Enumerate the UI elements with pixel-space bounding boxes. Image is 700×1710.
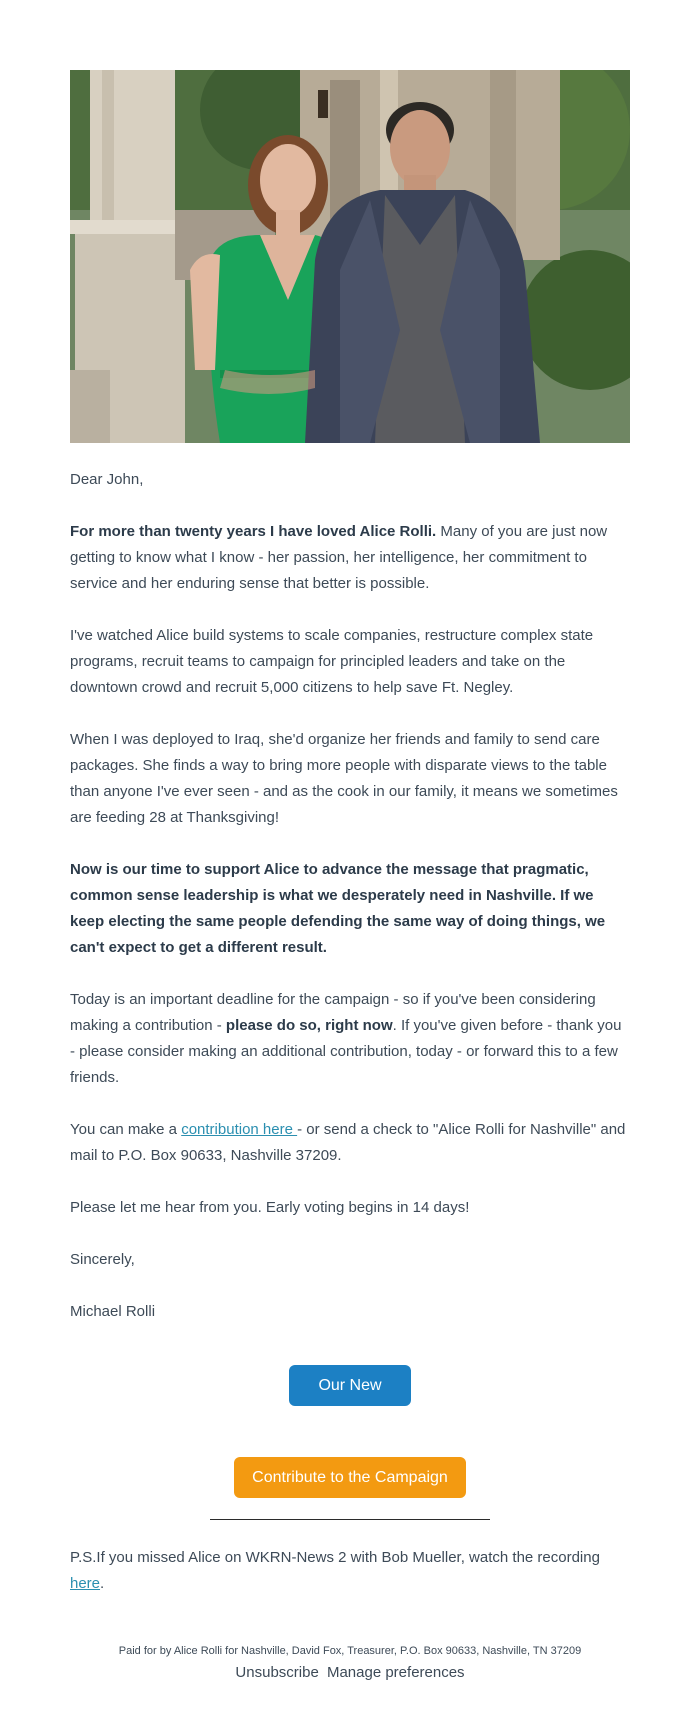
letter-body	[70, 467, 630, 1325]
postscript-end: .	[100, 1575, 105, 1592]
divider	[210, 1519, 490, 1520]
paragraph-early-voting: Please let me hear from you. Early voting begins in 14 days!	[70, 1199, 470, 1216]
paragraph-deadline-text-a: Today is an important deadline for the campaign - so if you've been considering making a contribution -	[70, 991, 596, 1034]
postscript-text: P.S.If you missed Alice on WKRN-News 2 with Bob Mueller, watch the recording	[70, 1549, 600, 1566]
paragraph-support	[70, 857, 630, 961]
paragraph-contribution-text-b: - or send a check to "Alice Rolli for Nashville" and mail to P.O. Box 90633, Nashville 37209.	[70, 1121, 626, 1164]
manage-preferences-link[interactable]: Manage preferences	[326, 1664, 465, 1681]
postscript	[70, 1545, 630, 1597]
paragraph-deadline-bold: please do so, right now	[225, 1017, 393, 1034]
footer	[70, 1643, 630, 1681]
paragraph-love-bold: For more than twenty years I have loved Alice Rolli.	[70, 523, 437, 540]
paragraph-deadline-text-b: . If you've given before - thank you - please consider making an additional contribution, today - or forward this to a few friends.	[70, 1017, 622, 1086]
paragraph-love-text: Many of you are just now getting to know what I know - her passion, her intelligence, her commitment to service and her enduring sense that better is possible.	[70, 523, 608, 592]
footer-links	[70, 1664, 630, 1681]
paid-for-disclaimer: Paid for by Alice Rolli for Nashville, David Fox, Treasurer, P.O. Box 90633, Nashville, TN 37209	[118, 1645, 582, 1657]
paragraph-contribution	[70, 1117, 630, 1169]
photo-couple-image	[70, 70, 630, 443]
cta-buttons	[70, 1365, 630, 1498]
our-new-ad-button[interactable]: Our New Ad	[289, 1365, 411, 1406]
paragraph-love	[70, 519, 630, 597]
paragraph-support-bold: Now is our time to support Alice to advance the message that pragmatic, common sense leadership is what we desperately need in Nashville. If we keep electing the same people defending the same way of doing things, we can't expect to get a different result.	[70, 861, 606, 956]
signoff: Sincerely,	[70, 1251, 135, 1268]
paragraph-iraq: When I was deployed to Iraq, she'd organize her friends and family to send care packages. She finds a way to bring more people with disparate views to the table than anyone I've ever seen - and as the cook in our family, it means we sometimes are feeding 28 at Thanksgiving!	[70, 731, 618, 826]
unsubscribe-link[interactable]: Unsubscribe	[235, 1664, 319, 1681]
paragraph-deadline	[70, 987, 630, 1091]
contribute-button[interactable]: Contribute to the Campaign	[234, 1457, 466, 1498]
hero-photo	[70, 70, 630, 443]
greeting: Dear John,	[70, 471, 144, 488]
recording-here-link[interactable]: here	[70, 1575, 101, 1592]
paragraph-systems: I've watched Alice build systems to scale companies, restructure complex state programs, recruit teams to campaign for principled leaders and take on the downtown crowd and recruit 5,000 citizens to help save Ft. Negley.	[70, 627, 594, 696]
signature: Michael Rolli	[70, 1303, 156, 1320]
contribution-here-link[interactable]: contribution here	[181, 1121, 298, 1138]
paragraph-contribution-text-a: You can make a	[70, 1121, 182, 1138]
